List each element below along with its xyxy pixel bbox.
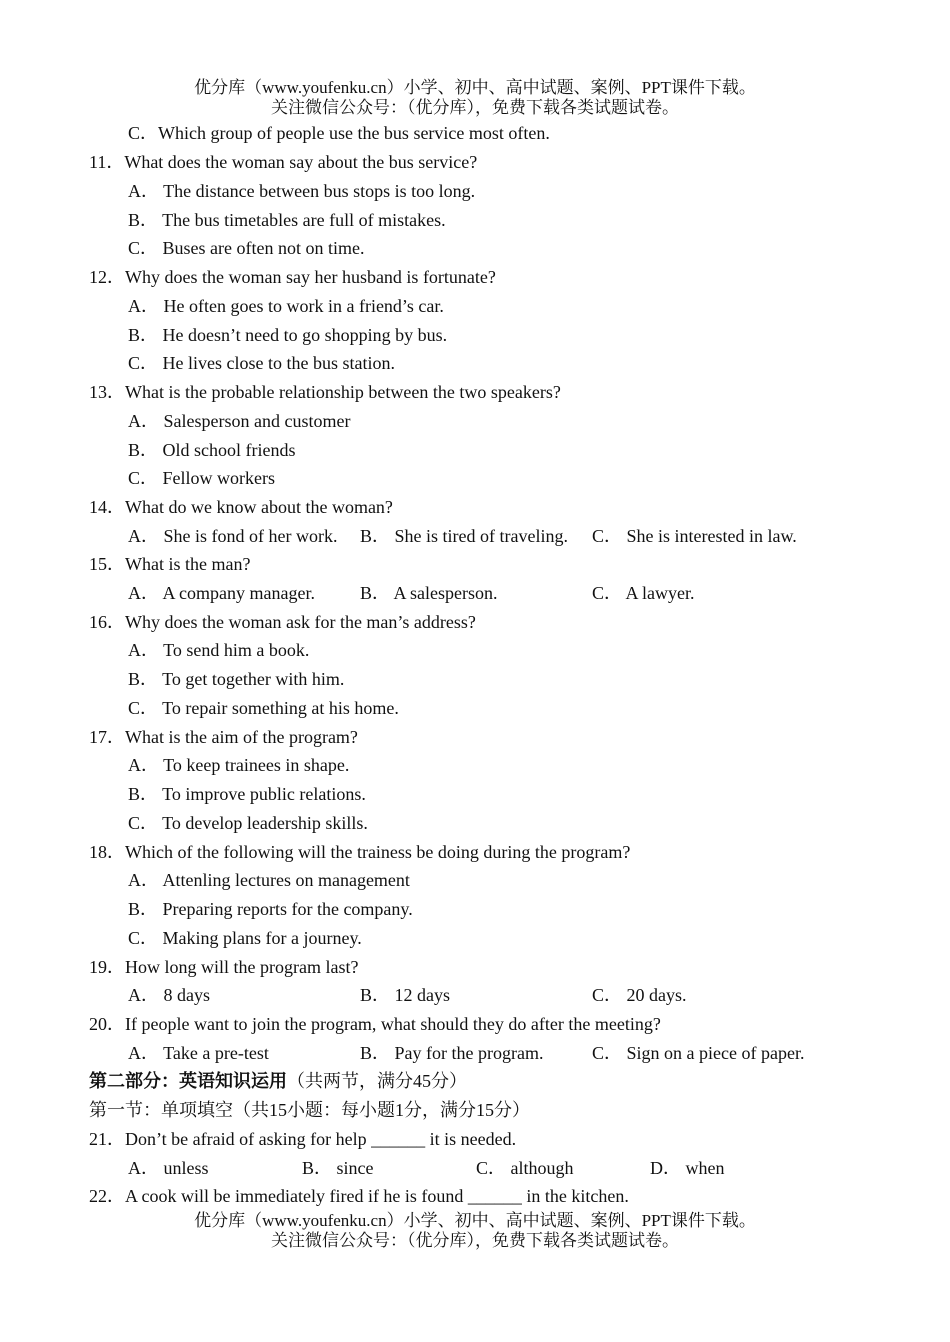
q17-stem: 17．What is the aim of the program? <box>89 727 358 747</box>
q17-option-a: A． To keep trainees in shape. <box>128 755 350 775</box>
q18-option-c: C． Making plans for a journey. <box>128 928 362 948</box>
q15-stem: 15．What is the man? <box>89 554 251 574</box>
q15-option-a: A． A company manager. <box>128 583 315 603</box>
q17-option-b: B． To improve public relations. <box>128 784 366 804</box>
q18-stem: 18．Which of the following will the trainess be doing during the program? <box>89 842 631 862</box>
header-line-2: 关注微信公众号：（优分库），免费下载各类试题试卷。 <box>271 98 679 117</box>
q21-stem: 21．Don’t be afraid of asking for help ______ it is needed. <box>89 1129 517 1149</box>
q22-stem: 22．A cook will be immediately fired if he is found ______ in the kitchen. <box>89 1186 629 1206</box>
q16-option-c: C． To repair something at his home. <box>128 698 399 718</box>
q19-option-a: A． 8 days <box>128 985 210 1005</box>
q11-stem: 11．What does the woman say about the bus service? <box>89 152 478 172</box>
page-footer-watermark <box>0 1211 950 1251</box>
q14-option-c: C． She is interested in law. <box>592 526 797 546</box>
q12-option-a: A． He often goes to work in a friend’s car. <box>128 296 444 316</box>
q10-option-c: C．Which group of people use the bus service most often. <box>128 123 550 143</box>
part2-title: 第二部分：英语知识运用 <box>89 1071 287 1091</box>
q16-stem: 16．Why does the woman ask for the man’s address? <box>89 612 476 632</box>
q12-stem: 12．Why does the woman say her husband is fortunate? <box>89 267 496 287</box>
q13-option-b: B． Old school friends <box>128 440 296 460</box>
q11-option-a: A． The distance between bus stops is too long. <box>128 181 476 201</box>
footer-line-2: 关注微信公众号：（优分库），免费下载各类试题试卷。 <box>271 1231 679 1250</box>
q15-option-b: B． A salesperson. <box>360 583 498 603</box>
section1-heading: 第一节：单项填空（共15小题：每小题1分，满分15分） <box>89 1100 530 1120</box>
q12-option-c: C． He lives close to the bus station. <box>128 353 395 373</box>
footer-line-1: 优分库（www.youfenku.cn）小学、初中、高中试题、案例、PPT课件下载。 <box>194 1211 756 1230</box>
q18-option-b: B． Preparing reports for the company. <box>128 899 413 919</box>
q14-option-a: A． She is fond of her work. <box>128 526 338 546</box>
header-line-1: 优分库（www.youfenku.cn）小学、初中、高中试题、案例、PPT课件下载。 <box>194 78 756 97</box>
q20-option-b: B． Pay for the program. <box>360 1043 544 1063</box>
q20-stem: 20．If people want to join the program, what should they do after the meeting? <box>89 1014 661 1034</box>
q15-option-c: C． A lawyer. <box>592 583 695 603</box>
q19-option-c: C． 20 days. <box>592 985 687 1005</box>
q16-option-a: A． To send him a book. <box>128 640 310 660</box>
q20-option-a: A． Take a pre-test <box>128 1043 269 1063</box>
part2-heading <box>89 1069 467 1093</box>
q11-option-b: B． The bus timetables are full of mistakes. <box>128 210 446 230</box>
q16-option-b: B． To get together with him. <box>128 669 345 689</box>
q13-stem: 13．What is the probable relationship between the two speakers? <box>89 382 561 402</box>
q21-option-d: D． when <box>650 1158 725 1178</box>
q17-option-c: C． To develop leadership skills. <box>128 813 368 833</box>
q21-option-c: C． although <box>476 1158 574 1178</box>
q13-option-a: A． Salesperson and customer <box>128 411 351 431</box>
q11-option-c: C． Buses are often not on time. <box>128 238 365 258</box>
part2-score-note: （共两节，满分45分） <box>287 1071 467 1091</box>
page-header-watermark <box>0 78 950 118</box>
q21-option-b: B． since <box>302 1158 374 1178</box>
q12-option-b: B． He doesn’t need to go shopping by bus. <box>128 325 448 345</box>
q19-stem: 19．How long will the program last? <box>89 957 359 977</box>
q18-option-a: A． Attenling lectures on management <box>128 870 410 890</box>
q14-stem: 14．What do we know about the woman? <box>89 497 393 517</box>
q21-option-a: A． unless <box>128 1158 209 1178</box>
q14-option-b: B． She is tired of traveling. <box>360 526 568 546</box>
q20-option-c: C． Sign on a piece of paper. <box>592 1043 805 1063</box>
q19-option-b: B． 12 days <box>360 985 450 1005</box>
q13-option-c: C． Fellow workers <box>128 468 275 488</box>
